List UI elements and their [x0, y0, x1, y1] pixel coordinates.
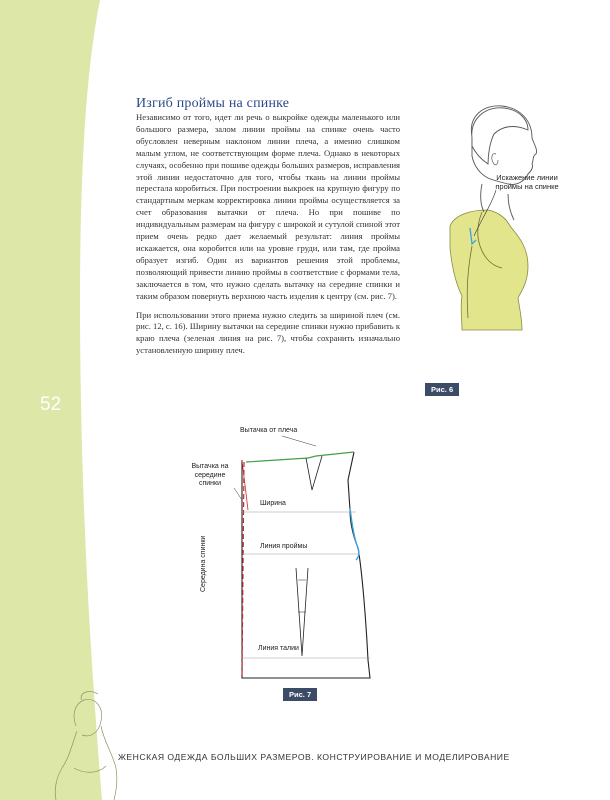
figure-7-label: Рис. 7: [283, 688, 317, 701]
running-footer: ЖЕНСКАЯ ОДЕЖДА БОЛЬШИХ РАЗМЕРОВ. КОНСТРУИРОВАНИЕ И МОДЕЛИРОВАНИЕ: [118, 752, 510, 762]
paragraph: Независимо от того, идет ли речь о выкройке одежды маленького или большого размера, залом линии проймы на спинке очень часто обусловлен неверным наклоном линии плеча, а именно слишком малым углом, не соответствующим форме плеча. Однако в некоторых случаях, особенно при пошиве одежды больших размеров, исправления этой линии недостаточно для того, чтобы ткань на линии проймы перестала коробиться. При построении выкроек на крупную фигуру по стандартным меркам корректировка линии проймы осуществляется за счет образования вытачки от плеча. Но при пошиве по индивидуальным размерам на фигуру с широкой и сутулой спиной этот прием очень редко дает желаемый результат: линия проймы искажается, она коробится или на уровне груди, или там, где пройма образует изгиб. Один из вариантов решения этой проблемы, позволяющий привести линию проймы в соответствие с формами тела, заключается в том, что нужно сделать вытачку на середине спинки и таким образом повернуть верхнюю часть изделия к центру (см. рис. 7).: [136, 112, 400, 301]
figure-6-label: Рис. 6: [425, 383, 459, 396]
figure-6-illustration: [410, 98, 560, 338]
page-number: 52: [40, 394, 62, 415]
figure-7-width-label: Ширина: [260, 500, 286, 507]
paragraph: При использовании этого приема нужно следить за шириной плеч (см. рис. 12, с. 16). Ширину вытачки на середине спинки нужно прибавить к краю плеча (зеленая линия на рис. 7), чтобы сохранить изначально установленную ширину плеч.: [136, 309, 400, 356]
figure-7-waist-label: Линия талии: [258, 645, 299, 652]
figure-7-center-dart-label: Вытачка на середине спинки: [191, 463, 229, 487]
section-title: Изгиб проймы на спинке: [136, 96, 290, 111]
figure-7-shoulder-dart-label: Вытачка от плеча: [240, 427, 298, 434]
figure-7-armhole-label: Линия проймы: [260, 543, 308, 550]
body-text: [136, 112, 400, 364]
figure-7-center-back-label: Середина спинки: [200, 535, 207, 592]
figure-6-callout: Искажение линии проймы на спинке: [495, 173, 559, 191]
